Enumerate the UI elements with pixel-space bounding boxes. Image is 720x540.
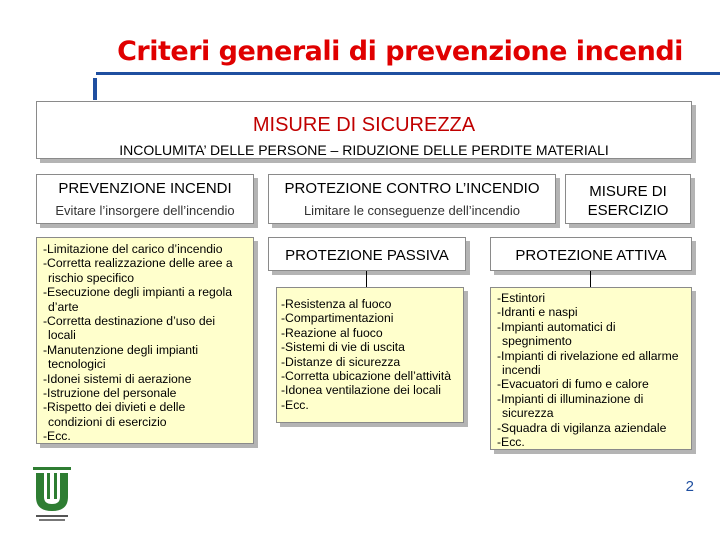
attiva-title: PROTEZIONE ATTIVA — [515, 247, 667, 264]
attiva-list-box — [490, 287, 692, 450]
protezione-incendio-box — [268, 174, 556, 224]
list-item: -Istruzione del personale — [43, 386, 177, 401]
list-item: -Evacuatori di fumo e calore — [497, 377, 649, 392]
prevenzione-list-box — [36, 237, 254, 444]
list-item: locali — [48, 328, 76, 343]
misure-esercizio-text — [566, 182, 690, 220]
protezione-passiva-box — [268, 237, 466, 271]
prevenzione-list — [43, 242, 247, 444]
list-item: -Ecc. — [43, 429, 71, 444]
protezione-attiva-box — [490, 237, 692, 271]
list-item: -Sistemi di vie di uscita — [281, 340, 405, 355]
list-item: -Corretta ubicazione dell’attività — [281, 369, 452, 384]
list-item: -Resistenza al fuoco — [281, 297, 392, 311]
prevenzione-subtitle: Evitare l’insorgere dell’incendio — [55, 203, 235, 218]
title-accent-bar — [93, 78, 97, 100]
list-item: -Rispetto dei divieti e delle — [43, 400, 186, 415]
list-item: -Impianti di illuminazione di — [497, 391, 644, 406]
list-item: -Distanze di sicurezza — [281, 354, 401, 369]
list-item: condizioni di esercizio — [48, 414, 167, 429]
page-number: 2 — [685, 478, 694, 495]
protezione-title: PROTEZIONE CONTRO L’INCENDIO — [284, 180, 540, 197]
prevenzione-title: PREVENZIONE INCENDI — [58, 180, 232, 197]
main-title: MISURE DI SICUREZZA — [252, 114, 476, 136]
prevenzione-incendi-box — [36, 174, 254, 224]
misure-esercizio-line2: ESERCIZIO — [587, 202, 669, 219]
list-item: rischio specifico — [48, 270, 135, 285]
list-item: -Idonea ventilazione dei locali — [281, 383, 441, 398]
list-item: -Corretta realizzazione delle aree a — [43, 256, 233, 271]
list-item: -Esecuzione degli impianti a regola — [43, 285, 233, 300]
list-item: -Idonei sistemi di aerazione — [43, 371, 192, 386]
list-item: -Compartimentazioni — [281, 311, 394, 326]
misure-esercizio-line1: MISURE DI — [589, 183, 667, 200]
list-item: -Squadra di vigilanza aziendale — [497, 420, 667, 435]
list-item: -Idranti e naspi — [497, 305, 578, 320]
attiva-connector — [590, 271, 591, 287]
passiva-title: PROTEZIONE PASSIVA — [285, 247, 449, 264]
university-logo-icon — [33, 467, 71, 525]
list-item: -Impianti di rivelazione ed allarme — [497, 348, 679, 363]
list-item: -Manutenzione degli impianti — [43, 342, 199, 357]
list-item: d’arte — [48, 299, 79, 314]
list-item: -Impianti automatici di — [497, 319, 616, 334]
title-underline — [96, 72, 720, 75]
list-item: -Estintori — [497, 291, 546, 305]
list-item: -Corretta destinazione d’uso dei — [43, 314, 216, 329]
list-item: -Limitazione del carico d’incendio — [43, 242, 223, 256]
protezione-subtitle: Limitare le conseguenze dell’incendio — [303, 203, 521, 218]
list-item: tecnologici — [48, 357, 106, 372]
attiva-list — [497, 291, 685, 449]
slide-title: Criteri generali di prevenzione incendi — [117, 36, 683, 67]
list-item: -Ecc. — [281, 397, 309, 412]
passiva-connector — [366, 271, 367, 287]
list-item: -Reazione al fuoco — [281, 325, 383, 340]
list-item: incendi — [502, 363, 541, 378]
main-subtitle: INCOLUMITA’ DELLE PERSONE – RIDUZIONE DELLE PERDITE MATERIALI — [119, 142, 609, 158]
list-item: -Ecc. — [497, 435, 525, 450]
list-item: spegnimento — [502, 334, 572, 349]
misure-sicurezza-box — [36, 101, 692, 159]
misure-esercizio-box — [565, 174, 691, 224]
passiva-list — [281, 297, 459, 412]
passiva-list-box — [276, 287, 464, 423]
list-item: sicurezza — [502, 406, 554, 421]
